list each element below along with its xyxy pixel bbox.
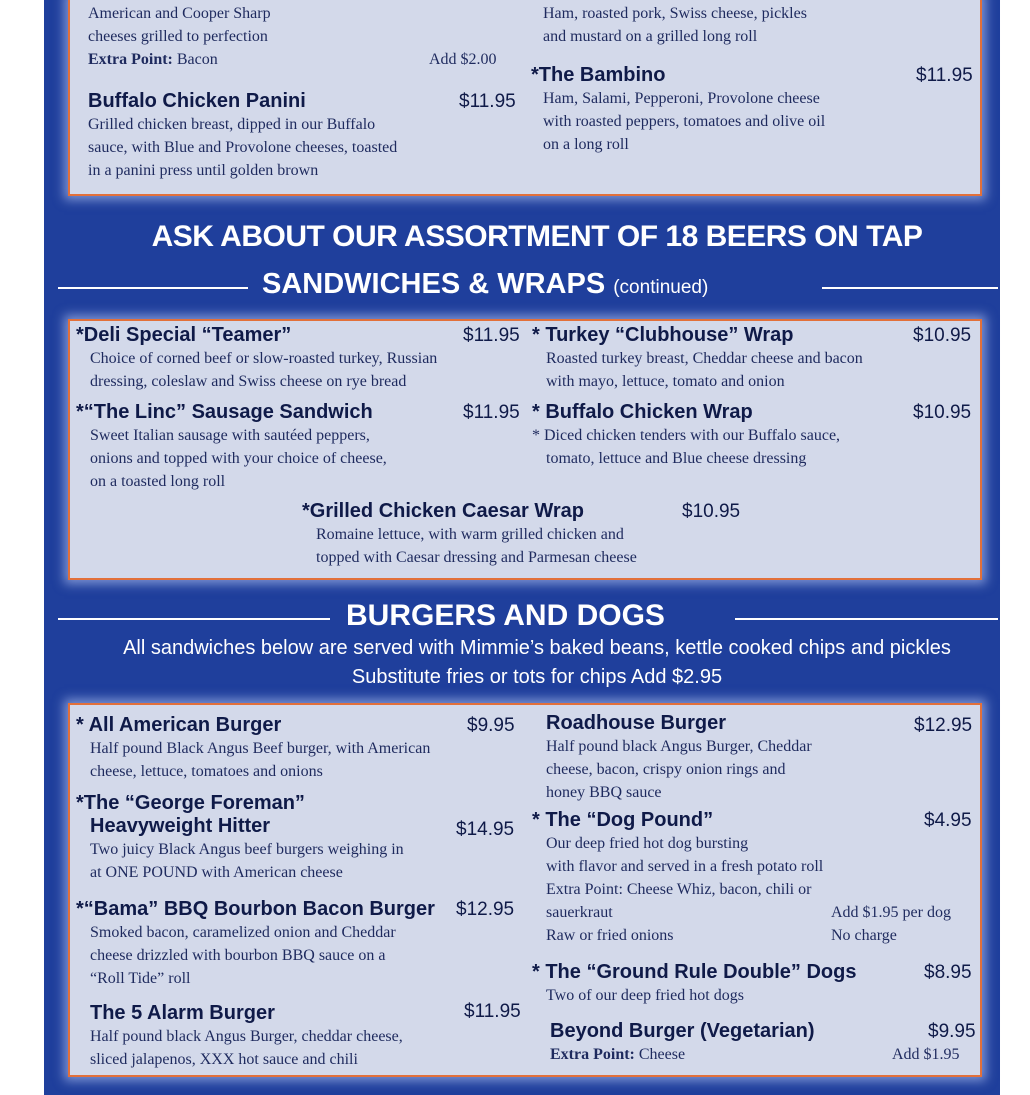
- item-name: * The “Ground Rule Double” Dogs: [532, 961, 857, 983]
- item-name: Beyond Burger (Vegetarian): [550, 1020, 815, 1042]
- menu-item-grilled-chicken-caesar-wrap: [302, 500, 762, 569]
- option-price: No charge: [831, 927, 897, 944]
- menu-item-all-american-burger: [76, 714, 521, 783]
- item-price: $14.95: [456, 819, 515, 840]
- menu-item-george-foreman: [76, 792, 521, 884]
- section-title-sandwiches: SANDWICHES & WRAPS (continued): [262, 268, 709, 300]
- item-description: Ham, roasted pork, Swiss cheese, pickles and mustard on a grilled long roll: [543, 5, 807, 45]
- item-name: *Deli Special “Teamer”: [76, 324, 292, 346]
- menu-item-dog-pound: [532, 809, 982, 947]
- item-description: Roasted turkey breast, Cheddar cheese and bacon with mayo, lettuce, tomato and onion: [546, 350, 863, 390]
- item-name: *The Bambino: [531, 64, 666, 86]
- item-name: Buffalo Chicken Panini: [88, 90, 306, 112]
- item-option: Raw or fried onions No charge: [532, 924, 982, 947]
- item-price: $11.95: [916, 65, 973, 86]
- item-price: $9.95: [928, 1021, 976, 1042]
- item-price: $11.95: [459, 91, 516, 112]
- menu-item-the-bambino: [531, 64, 971, 156]
- item-description: Two of our deep fried hot dogs: [546, 987, 744, 1004]
- item-name: * The “Dog Pound”: [532, 809, 714, 831]
- item-price: $11.95: [463, 325, 520, 346]
- menu-item-roadhouse-burger: [546, 712, 976, 804]
- menu-item-buffalo-chicken-wrap: [532, 401, 977, 470]
- menu-item-grilled-cheese: [88, 2, 518, 71]
- item-description: Half pound Black Angus Beef burger, with American cheese, lettuce, tomatoes and onions: [90, 740, 431, 780]
- item-price: $9.95: [467, 715, 515, 736]
- item-name: *“Bama” BBQ Bourbon Bacon Burger: [76, 898, 435, 920]
- menu-item-cuban: [543, 2, 973, 48]
- divider-right: [822, 287, 998, 289]
- item-description: Grilled chicken breast, dipped in our Buffalo sauce, with Blue and Provolone cheeses, toasted in a panini press until golden brown: [88, 116, 398, 179]
- extra-price: Add $2.00: [429, 51, 497, 68]
- item-extra: Extra Point: Bacon Add $2.00: [88, 48, 518, 71]
- item-description: Half pound black Angus Burger, Cheddar cheese, bacon, crispy onion rings and honey BBQ sauce: [546, 738, 812, 801]
- item-name: * Buffalo Chicken Wrap: [532, 401, 753, 423]
- item-price: $10.95: [682, 501, 741, 522]
- item-description: * Diced chicken tenders with our Buffalo sauce, tomato, lettuce and Blue cheese dressing: [532, 427, 841, 467]
- item-name: * All American Burger: [76, 714, 282, 736]
- item-name: Roadhouse Burger: [546, 712, 727, 734]
- menu-item-buffalo-chicken-panini: [88, 90, 518, 182]
- item-price: $8.95: [924, 962, 972, 983]
- item-name-line-2: Heavyweight Hitter: [90, 815, 271, 837]
- section-subtitle: (continued): [613, 277, 709, 298]
- item-price: $11.95: [463, 402, 520, 423]
- item-option: sauerkraut Add $1.95 per dog: [532, 901, 982, 924]
- item-name: *The “George Foreman”: [76, 792, 305, 814]
- item-price: $12.95: [914, 715, 973, 736]
- item-description: Choice of corned beef or slow-roasted turkey, Russian dressing, coleslaw and Swiss cheese on rye bread: [90, 350, 438, 390]
- item-extra: Extra Point: Cheese Add $1.95: [550, 1043, 975, 1066]
- item-description: Smoked bacon, caramelized onion and Cheddar cheese drizzled with bourbon BBQ sauce on a “Roll Tide” roll: [90, 924, 396, 987]
- item-description: Our deep fried hot dog bursting with flavor and served in a fresh potato roll Extra Point: Cheese Whiz, bacon, chili or: [546, 835, 824, 898]
- item-description: American and Cooper Sharp cheeses grilled to perfection: [88, 5, 271, 45]
- section-title-burgers: BURGERS AND DOGS: [346, 599, 665, 632]
- beers-banner: ASK ABOUT OUR ASSORTMENT OF 18 BEERS ON TAP: [151, 220, 923, 253]
- menu-item-the-linc-sausage: [76, 401, 521, 493]
- burgers-note: All sandwiches below are served with Mimmie’s baked beans, kettle cooked chips and pickles: [123, 637, 951, 659]
- divider-left: [58, 287, 248, 289]
- item-name: * Turkey “Clubhouse” Wrap: [532, 324, 794, 346]
- item-description: Two juicy Black Angus beef burgers weighing in at ONE POUND with American cheese: [90, 841, 404, 881]
- item-description: Romaine lettuce, with warm grilled chicken and topped with Caesar dressing and Parmesan cheese: [316, 526, 637, 566]
- menu-item-bama-bbq-burger: [76, 898, 521, 990]
- item-name: *“The Linc” Sausage Sandwich: [76, 401, 373, 423]
- menu-item-5-alarm-burger: [90, 1002, 521, 1071]
- menu-item-turkey-clubhouse-wrap: [532, 324, 977, 393]
- item-price: $10.95: [913, 325, 972, 346]
- item-price: $11.95: [464, 1001, 521, 1022]
- item-description: Half pound black Angus Burger, cheddar cheese, sliced jalapenos, XXX hot sauce and chili: [90, 1028, 403, 1068]
- item-name: The 5 Alarm Burger: [90, 1002, 275, 1024]
- menu-item-ground-rule-double: [532, 961, 982, 1007]
- item-price: $12.95: [456, 899, 515, 920]
- menu-item-deli-special: [76, 324, 521, 393]
- item-name: *Grilled Chicken Caesar Wrap: [302, 500, 584, 522]
- menu-item-beyond-burger: [550, 1020, 975, 1066]
- item-description: Sweet Italian sausage with sautéed peppers, onions and topped with your choice of cheese, on a toasted long roll: [90, 427, 387, 490]
- item-price: $4.95: [924, 810, 972, 831]
- item-price: $10.95: [913, 402, 972, 423]
- burgers-substitute-note: Substitute fries or tots for chips Add $2.95: [351, 666, 723, 688]
- divider-right: [735, 618, 998, 620]
- extra-price: Add $1.95: [892, 1046, 960, 1063]
- option-price: Add $1.95 per dog: [831, 904, 951, 921]
- divider-left: [58, 618, 330, 620]
- item-description: Ham, Salami, Pepperoni, Provolone cheese with roasted peppers, tomatoes and olive oil on a long roll: [543, 90, 826, 153]
